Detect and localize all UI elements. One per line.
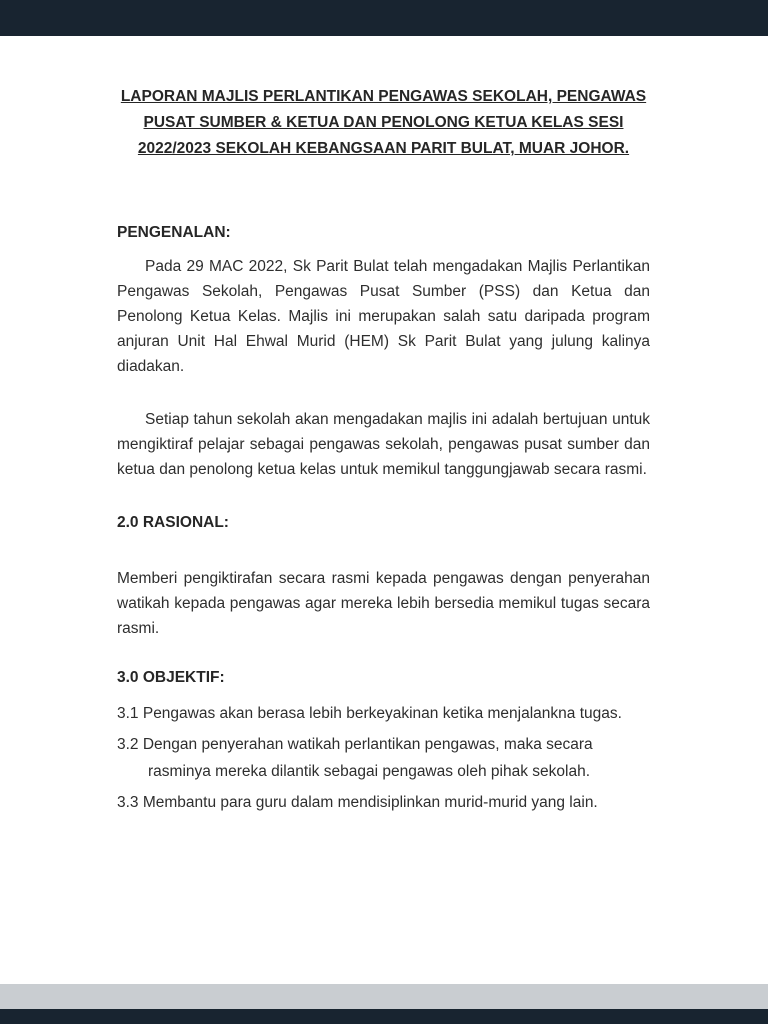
objective-item-1: 3.1 Pengawas akan berasa lebih berkeyakinan ketika menjalankna tugas. bbox=[117, 705, 622, 722]
objective-item-2-continued: rasminya mereka dilantik sebagai pengawas oleh pihak sekolah. bbox=[148, 763, 591, 780]
paragraph-pengenalan-2: Setiap tahun sekolah akan mengadakan majlis ini adalah bertujuan untuk mengiktiraf pelajar sebagai pengawas sekolah, pengawas pusat sumber dan ketua dan penolong ketua kelas untuk memikul tanggungjawab secara rasmi. bbox=[117, 411, 650, 478]
objective-item-3: 3.3 Membantu para guru dalam mendisiplinkan murid-murid yang lain. bbox=[117, 794, 598, 811]
viewer-bottom-bar bbox=[0, 1009, 768, 1024]
document-page bbox=[0, 36, 768, 984]
title-line-1: LAPORAN MAJLIS PERLANTIKAN PENGAWAS SEKOLAH, PENGAWAS bbox=[120, 88, 647, 105]
document-title bbox=[117, 84, 650, 162]
page-content bbox=[0, 36, 768, 815]
page-gutter bbox=[0, 984, 768, 1009]
paragraph-rasional: Memberi pengiktirafan secara rasmi kepada pengawas dengan penyerahan watikah kepada pengawas agar mereka lebih bersedia memikul tugas secara rasmi. bbox=[117, 570, 650, 637]
heading-pengenalan: PENGENALAN: bbox=[117, 224, 231, 241]
heading-rasional: 2.0 RASIONAL: bbox=[117, 514, 229, 531]
viewer-top-bar bbox=[0, 0, 768, 36]
title-line-3: 2022/2023 SEKOLAH KEBANGSAAN PARIT BULAT, MUAR JOHOR. bbox=[137, 140, 630, 157]
title-line-2: PUSAT SUMBER & KETUA DAN PENOLONG KETUA KELAS SESI bbox=[143, 114, 624, 131]
heading-objektif: 3.0 OBJEKTIF: bbox=[117, 669, 225, 686]
paragraph-pengenalan-1: Pada 29 MAC 2022, Sk Parit Bulat telah mengadakan Majlis Perlantikan Pengawas Sekolah, Pengawas Pusat Sumber (PSS) dan Ketua dan Penolong Ketua Kelas. Majlis ini merupakan salah satu daripada program anjuran Unit Hal Ehwal Murid (HEM) Sk Parit Bulat yang julung kalinya diadakan. bbox=[117, 258, 650, 375]
objective-item-2: 3.2 Dengan penyerahan watikah perlantikan pengawas, maka secara bbox=[117, 736, 593, 753]
